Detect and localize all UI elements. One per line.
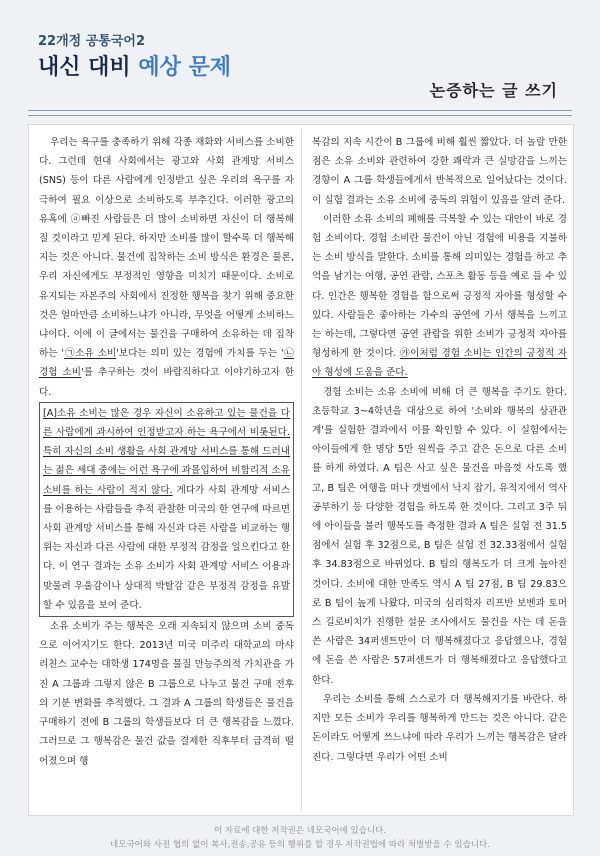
paragraph: 복감의 지속 시간이 B 그룹에 비해 훨씬 짧았다. 더 놀랄 만한 점은 소유 소비와 관련하여 강한 쾌락과 큰 실망감을 느끼는 경향이 A 그룹 학생들에게서 반복적으로 일어났다는 것이다. 이 실험 결과는 소유 소비에 중독의 위험이 있음을 알려 준다. bbox=[312, 137, 567, 206]
paragraph: 이러한 소유 소비의 폐해를 극복할 수 있는 대안이 바로 경험 소비이다. 경험 소비란 물건이 아닌 경험에 비용을 지불하는 소비 방식을 말한다. 소비를 통해 의미있는 경험을 하고 추억을 남기는 여행, 공연 관람, 스포츠 활동 등을 예로 들 수 있다. 인간은 행복한 경험을 함으로써 긍정적 자아를 형성할 수 있다. 사람들은 좋아하는 가수의 공연에 가서 행복을 느끼고는 하는데, 그렇다면 공연 관람을 위한 소비가 긍정적 자아를 형성하게 한 것이다. ㉮이처럼 경험 소비는 인간의 긍정적 자아 형성에 도움을 준다. bbox=[312, 213, 567, 379]
paragraph: 경험 소비는 소유 소비에 비해 더 큰 행복을 주기도 한다. 초등학교 3~4학년을 대상으로 하여 '소비와 행복의 상관관계'를 실험한 결과에서 이를 확인할 수 있다. 이 실험에서는 아이들에게 한 명당 5만 원씩을 주고 같은 돈으로 다른 소비를 하게 하였다. A 팀은 사고 싶은 물건을 마음껏 사도록 했고, B 팀은 여행을 떠나 갯벌에서 낙지 잡기, 유적지에서 역사 공부하기 등 다양한 경험을 하도록 한 것이다. 그리고 3주 뒤에 아이들을 불러 행복도를 측정한 결과 A 팀은 실험 전 31.5점에서 실험 후 32점으로, B 팀은 실험 전 32.33점에서 실험 후 34.83점으로 바뀌었다. B 팀의 행복도가 더 크게 높아진 것이다. 소비에 대한 만족도 역시 A 팀 27점, B 팀 29.83으로 B 팀이 높게 나왔다. 미국의 심리학자 리프반 보벤과 토머스 길로비치가 진행한 설문 조사에서도 물건을 사는 데 돈을 쓴 사람은 34퍼센트만이 더 행복해졌다고 응답했으나, 경험에 돈을 쓴 사람은 57퍼센트가 더 행복해졌다고 응답했다고 한다. bbox=[312, 386, 567, 686]
passage-sheet bbox=[28, 124, 574, 816]
underlined-sentence: ㉮이처럼 경험 소비는 인간의 긍정적 자아 형성에 도움을 준다. bbox=[312, 348, 567, 379]
boxed-passage-a: [A]소유 소비는 많은 경우 자신이 소유하고 있는 물건을 다른 사람에게 과시하여 인정받고자 하는 욕구에서 비롯된다. 특히 자신의 소비 생활을 사회 관계망 서비스를 통해 드러내는 젊은 세대 중에는 이런 욕구에 과몰입하여 비합리적 소유 소비를 하는 사람이 적지 않다. 게다가 사회 관계망 서비스를 이용하는 사람들을 추적 관찰한 미국의 한 연구에 따르면 사회 관계망 서비스를 통해 자신과 다른 사람을 비교하는 행위는 자신과 다른 사람에 대한 부정적 감정을 일으킨다고 한다. 이 연구 결과는 소유 소비가 사회 관계망 서비스 이용과 맞물려 우울감이나 상대적 박탈감 같은 부정적 감정을 유발할 수 있음을 보여 준다. bbox=[39, 402, 294, 617]
underlined-term-a: ㉠소유 소비 bbox=[64, 348, 117, 360]
paragraph: 우리는 소비를 통해 스스로가 더 행복해지기를 바란다. 하지만 모든 소비가 우리를 행복하게 만드는 것은 아니다. 같은 돈이라도 어떻게 쓰느냐에 따라 우리가 느끼는 행복감은 달라진다. 그렇다면 우리가 어떤 소비 bbox=[312, 693, 567, 763]
column-divider bbox=[301, 129, 302, 811]
topic-label: 논증하는 글 쓰기 bbox=[429, 81, 558, 100]
course-subtitle: 22개정 공통국어2 bbox=[38, 34, 146, 49]
passage-left-column bbox=[39, 133, 294, 809]
header-rule-top bbox=[28, 110, 572, 111]
paragraph: 소유 소비가 주는 행복은 오래 지속되지 않으며 소비 중독으로 이어지기도 한다. 2013년 미국 미주리 대학교의 마샤 리친스 교수는 대학생 174명을 물질 만능주의적 가치관을 가진 A 그룹과 그렇지 않은 B 그룹으로 나누고 물건 구매 전후의 기분 변화를 추적했다. 그 결과 A 그룹의 학생들은 물건을 구매하기 전에 B 그룹의 학생들보다 더 큰 행복감을 느꼈다. 그러므로 그 행복감은 물건 값을 결제한 직후부터 급격히 떨어졌으며 행 bbox=[39, 621, 294, 767]
passage-right-column bbox=[312, 133, 567, 809]
title-accent: 예상 문제 bbox=[138, 55, 231, 80]
page-title bbox=[38, 50, 231, 81]
copyright-footer bbox=[0, 824, 600, 852]
header-rule-bottom bbox=[28, 115, 572, 116]
copyright-line-2: 네모국어와 사전 협의 없이 복사,전송,공유 등의 행위를 할 경우 저작권법에 따라 처벌받을 수 있습니다. bbox=[110, 840, 490, 850]
copyright-line-1: 이 자료에 대한 저작권은 네모국어에 있습니다. bbox=[213, 826, 387, 836]
underlined-term-b: ㉡경험 소비 bbox=[39, 348, 294, 379]
paragraph: 우리는 욕구를 충족하기 위해 각종 재화와 서비스를 소비한다. 그런데 현대 사회에서는 광고와 사회 관계망 서비스(SNS) 등이 다른 사람에게 인정받고 싶은 우리의 욕구를 자극하여 필요 이상으로 소비하도록 부추긴다. 이러한 광고의 유혹에 ⓐ빠진 사람들은 더 많이 소비하면 자신이 더 행복해질 것이라고 믿게 된다. 하지만 소비를 많이 할수록 더 행복해지는 것은 아니다. 물건에 집착하는 소비 방식은 환경은 물론, 우리 자신에게도 부정적인 영향을 미치기 때문이다. 소비로 유지되는 자본주의 사회에서 진정한 행복을 찾기 위해 중요한 것은 얼마만큼 소비하느냐가 아니라, 무엇을 어떻게 소비하느냐이다. 이에 이 글에서는 물건을 구매하여 소유하는 데 집착하는 '㉠소유 소비'보다는 의미 있는 경험에 가치를 두는 '㉡경험 소비'를 추구하는 것이 바람직하다고 이야기하고자 한다. bbox=[39, 137, 294, 398]
title-main: 내신 대비 bbox=[38, 55, 139, 80]
page-header bbox=[0, 0, 600, 110]
